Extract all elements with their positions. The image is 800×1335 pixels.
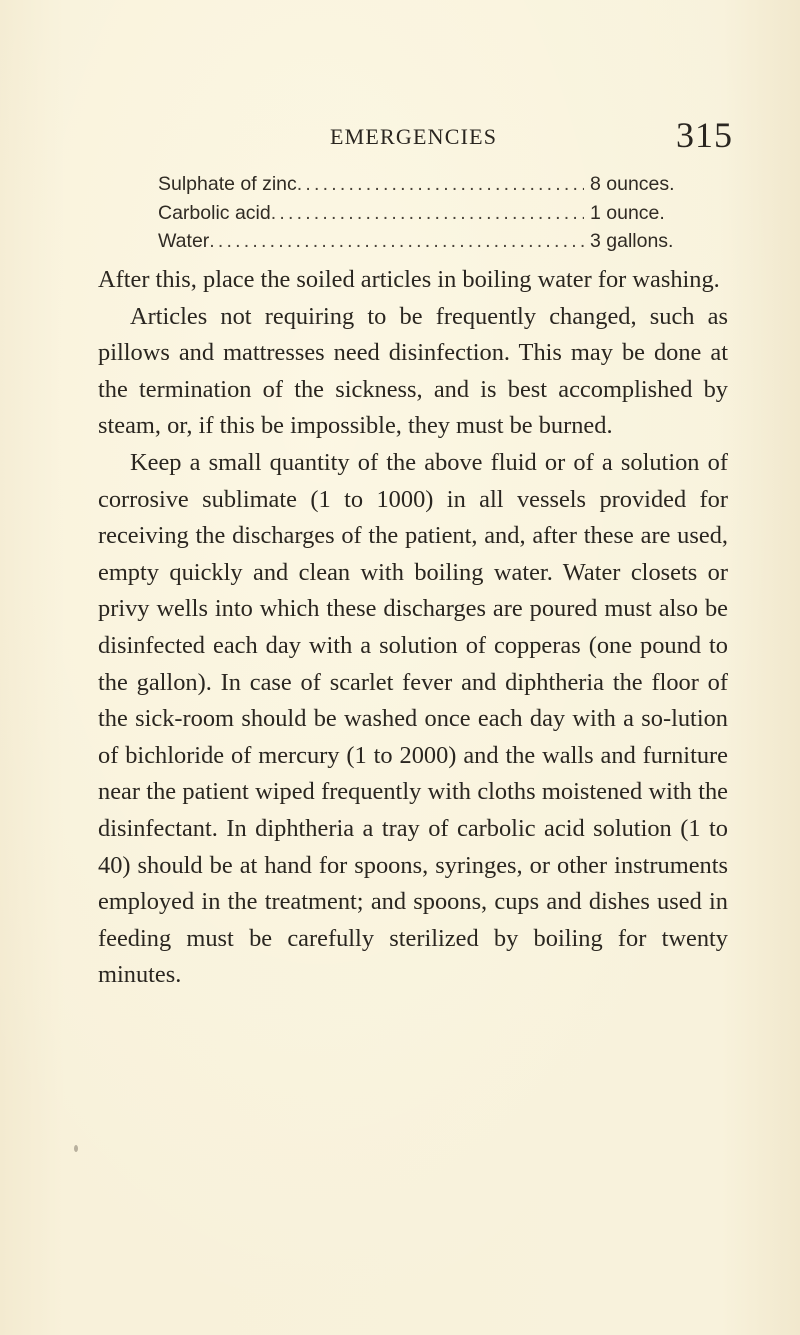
ingredient-name: Carbolic acid <box>158 201 271 224</box>
dot-leader <box>209 230 584 253</box>
chapter-title: EMERGENCIES <box>330 124 498 149</box>
recipe-row-zinc <box>158 173 718 202</box>
ingredient-name: Sulphate of zinc <box>158 173 297 195</box>
recipe-row-carbolic-acid <box>158 202 718 231</box>
ingredient-name: Water <box>158 230 210 252</box>
ingredient-amount: 1 ounce. <box>590 201 665 224</box>
paper-speck <box>74 1145 78 1152</box>
page-number: 315 <box>676 115 733 155</box>
dot-leader <box>271 202 584 225</box>
ingredient-amount: 8 ounces. <box>590 173 675 195</box>
paragraph-washing: After this, place the soiled articles in boiling water for washing. <box>98 266 720 293</box>
recipe-row-water <box>158 230 718 259</box>
paragraph-discharges: Keep a small quantity of the above fluid or of a solution of corrosive sublimate (1 to 1000) in all vessels provided for receiving the discharges of the patient, and, after these are used, empty quickly and clean with boiling water. Water closets or privy wells into which these discharges are poured must also be disinfected each day with a solution of copperas (one pound to the gallon). In case of scarlet fever and diphtheria the floor of the sick-room should be washed once each day with a so-lution of bichloride of mercury (1 to 2000) and the walls and furniture near the patient wiped frequently with cloths moistened with the disinfectant. In diphtheria a tray of carbolic acid solution (1 to 40) should be at hand for spoons, syringes, or other instruments employed in the treatment; and spoons, cups and dishes used in feeding must be carefully sterilized by boiling for twenty minutes. <box>98 448 728 989</box>
disinfectant-recipe <box>158 173 718 259</box>
ingredient-amount: 3 gallons. <box>590 230 674 252</box>
body-text <box>98 262 728 994</box>
running-head <box>0 115 800 158</box>
dot-leader <box>297 173 584 196</box>
paragraph-articles: Articles not requiring to be frequently changed, such as pillows and mattresses need disinfection. This may be done at the termination of the sickness, and is best accomplished by steam, or, if this be impossible, they must be burned. <box>98 302 728 440</box>
